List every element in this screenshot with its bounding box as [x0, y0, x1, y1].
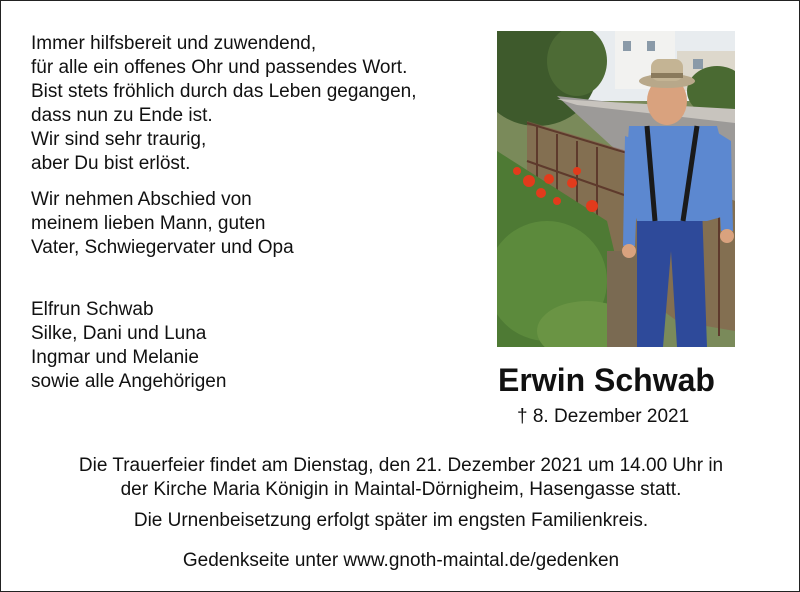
- burial-info: Die Urnenbeisetzung erfolgt später im engsten Familienkreis.: [133, 510, 649, 531]
- farewell-line: Wir nehmen Abschied von: [31, 189, 252, 210]
- service-info-line: der Kirche Maria Königin in Maintal-Dörnigheim, Hasengasse statt.: [120, 479, 682, 500]
- mourner-line: sowie alle Angehörigen: [31, 371, 227, 392]
- poem-line: Wir sind sehr traurig,: [31, 129, 207, 150]
- death-date: † 8. Dezember 2021: [517, 406, 690, 427]
- mourner-line: Ingmar und Melanie: [31, 347, 199, 368]
- farewell-line: meinem lieben Mann, guten: [31, 213, 266, 234]
- mourner-line: Silke, Dani und Luna: [31, 323, 207, 344]
- farewell-line: Vater, Schwiegervater und Opa: [31, 237, 294, 258]
- poem-line: Bist stets fröhlich durch das Leben gegangen,: [31, 81, 417, 102]
- mourners-list: [31, 298, 226, 394]
- poem-line: Immer hilfsbereit und zuwendend,: [31, 33, 317, 54]
- service-info-line: Die Trauerfeier findet am Dienstag, den 21. Dezember 2021 um 14.00 Uhr in: [78, 455, 724, 476]
- poem-line: dass nun zu Ende ist.: [31, 105, 213, 126]
- poem-line: für alle ein offenes Ohr und passendes Wort.: [31, 57, 408, 78]
- memorial-page-info: Gedenkseite unter www.gnoth-maintal.de/gedenken: [182, 550, 620, 571]
- poem-line: aber Du bist erlöst.: [31, 153, 191, 174]
- farewell-text: [31, 188, 294, 260]
- poem: [31, 32, 491, 176]
- mourner-line: Elfrun Schwab: [31, 299, 154, 320]
- portrait-photo: [497, 31, 735, 347]
- deceased-name: Erwin Schwab: [498, 362, 715, 398]
